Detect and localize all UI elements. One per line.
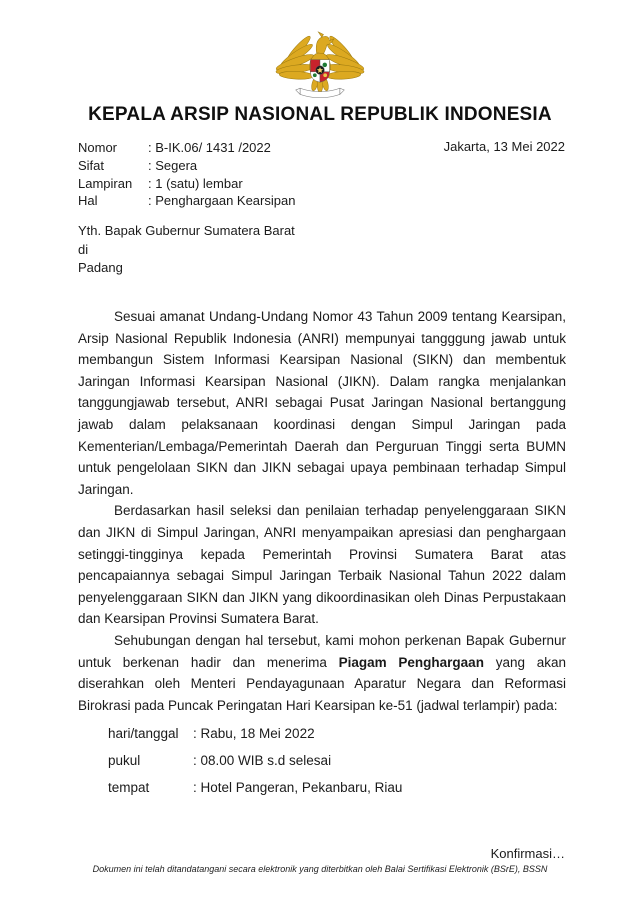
meta-label-lampiran: Lampiran: [78, 175, 133, 191]
paragraph-1: Sesuai amanat Undang-Undang Nomor 43 Tahun 2009 tentang Kearsipan, Arsip Nasional Republik Indonesia (ANRI) mempunyai tangggung jawab untuk membangun Sistem Informasi Kearsipan Nasional (SIKN) dan membentuk Jaringan Informasi Kearsipan Nasional (JIKN). Dalam rangka menjalankan tanggungjawab tersebut, ANRI sebagai Pusat Jaringan Nasional bertanggung jawab dalam pelaksanaan koordinasi dengan Simpul Jaringan pada Kementerian/Lembaga/Pemerintah Daerah dan Perguruan Tinggi serta BUMN untuk pengelolaan SIKN dan JIKN sebagai upaya pembinaan terhadap Simpul Jaringan.: [78, 309, 566, 497]
event-schedule: [108, 720, 566, 801]
paragraph-3-start: Sehubungan dengan hal tersebut, kami mohon perkenan Bapak Gubernur untuk berkenan hadir dan menerima: [78, 632, 566, 670]
letterhead-title: KEPALA ARSIP NASIONAL REPUBLIK INDONESIA: [88, 104, 552, 125]
schedule-label-day: hari/tanggal: [108, 726, 179, 742]
meta-value-hal: : Penghargaan Kearsipan: [148, 193, 296, 209]
meta-row-nomor: [78, 139, 295, 157]
schedule-value-day: : Rabu, 18 Mei 2022: [193, 726, 315, 742]
paragraph-3-end: yang akan diserahkan oleh Menteri Pendayagunaan Aparatur Negara dan Reformasi Birokrasi pada Puncak Peringatan Hari Kearsipan ke-51 (jadwal terlampir) pada:: [78, 654, 566, 713]
meta-value-sifat: : Segera: [148, 157, 198, 173]
meta-row-sifat: [78, 157, 295, 175]
confirmation-cutoff-text: Konfirmasi…: [490, 846, 565, 861]
letter-body: [78, 306, 566, 801]
schedule-label-time: pukul: [108, 753, 141, 769]
schedule-row-time: [108, 747, 566, 774]
paragraph-3-award-name: Piagam Penghargaan: [338, 654, 484, 670]
addressee-city: Padang: [78, 260, 123, 276]
paragraph-3: [78, 630, 566, 716]
addressee-name: Yth. Bapak Gubernur Sumatera Barat: [78, 223, 295, 238]
paragraph-2: Berdasarkan hasil seleksi dan penilaian terhadap penyelenggaraan SIKN dan JIKN di Simpul Jaringan, ANRI menyampaikan apresiasi dan penghargaan setinggi-tingginya kepada Pemerintah Provinsi Sumatera Barat atas pencapaiannya sebagai Simpul Jaringan Terbaik Nasional Tahun 2022 dalam penyelenggaraan SIKN dan JIKN yang dikoordinasikan oleh Dinas Perpustakaan dan Kearsipan Provinsi Sumatera Barat.: [78, 503, 566, 627]
meta-label-sifat: Sifat: [78, 157, 105, 173]
meta-value-nomor: : B-IK.06/ 1431 /2022: [148, 140, 271, 155]
meta-row-hal: [78, 192, 295, 210]
addressee-block: [78, 222, 295, 278]
electronic-signature-note: Dokumen ini telah ditandatangani secara elektronik yang diterbitkan oleh Balai Sertifikasi Elektronik (BSrE), BSSN: [92, 864, 548, 874]
schedule-value-place: : Hotel Pangeran, Pekanbaru, Riau: [193, 780, 403, 796]
meta-label-nomor: Nomor: [78, 140, 118, 155]
schedule-row-day: [108, 720, 566, 747]
place-date-line: Jakarta, 13 Mei 2022: [443, 139, 565, 154]
schedule-label-place: tempat: [108, 780, 150, 796]
meta-value-lampiran: : 1 (satu) lembar: [148, 175, 243, 191]
meta-row-lampiran: [78, 175, 295, 193]
garuda-pancasila-emblem: [275, 25, 365, 103]
schedule-value-time: : 08.00 WIB s.d selesai: [193, 753, 332, 769]
meta-label-hal: Hal: [78, 193, 98, 209]
letter-meta: [78, 139, 295, 210]
schedule-row-place: [108, 774, 566, 801]
addressee-di: di: [78, 241, 89, 257]
